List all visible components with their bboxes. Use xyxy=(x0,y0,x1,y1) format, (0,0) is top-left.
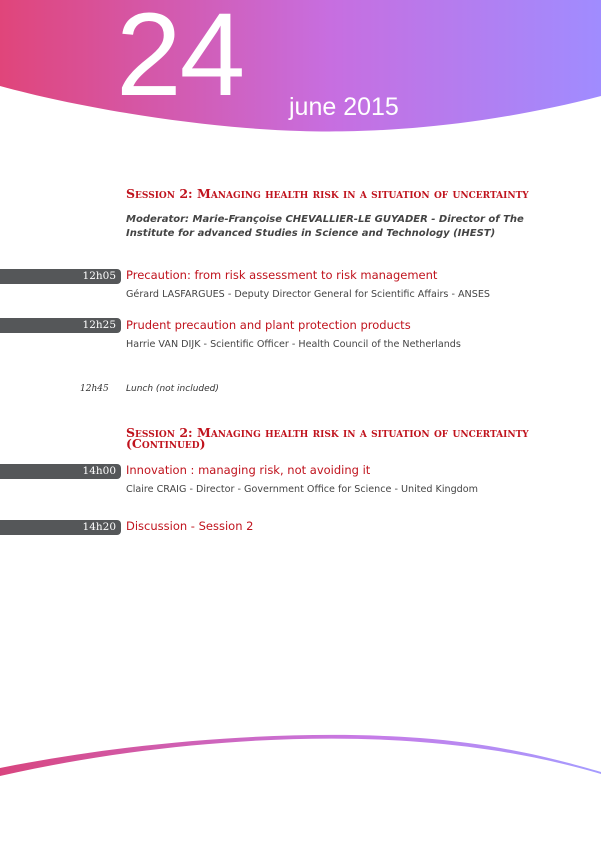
time-label: 14h00 xyxy=(82,465,116,477)
session-moderator: Moderator: Marie-Françoise CHEVALLIER-LE GUYADER - Director of The Institute for advanced Studies in Science and Technology (IHEST) xyxy=(126,214,524,239)
lunch-label: Lunch (not included) xyxy=(126,384,219,394)
session-title: Session 2: Managing health risk in a situation of uncertainty xyxy=(126,186,529,201)
header-day: 24 xyxy=(116,0,244,121)
header-month-year: june 2015 xyxy=(289,93,399,121)
time-bar xyxy=(0,520,121,535)
session-title: Session 2: Managing health risk in a situation of uncertainty xyxy=(126,425,529,440)
talk-title: Prudent precaution and plant protection products xyxy=(126,318,411,332)
talk-title: Discussion - Session 2 xyxy=(126,519,254,533)
time-bar xyxy=(0,269,121,284)
talk-speaker: Gérard LASFARGUES - Deputy Director General for Scientific Affairs - ANSES xyxy=(126,289,490,300)
talk-speaker: Claire CRAIG - Director - Government Office for Science - United Kingdom xyxy=(126,484,478,495)
talk-speaker: Harrie VAN DIJK - Scientific Officer - Health Council of the Netherlands xyxy=(126,339,461,350)
talk-title: Innovation : managing risk, not avoiding it xyxy=(126,463,371,477)
time-label: 14h20 xyxy=(82,521,116,533)
footer-swoosh xyxy=(0,730,601,790)
time-bar xyxy=(0,464,121,479)
session-continued: (Continued) xyxy=(126,436,206,451)
time-label: 12h05 xyxy=(82,270,116,282)
time-label: 12h25 xyxy=(82,319,116,331)
talk-title: Precaution: from risk assessment to risk management xyxy=(126,268,438,282)
lunch-time: 12h45 xyxy=(80,384,109,394)
time-bar xyxy=(0,318,121,333)
